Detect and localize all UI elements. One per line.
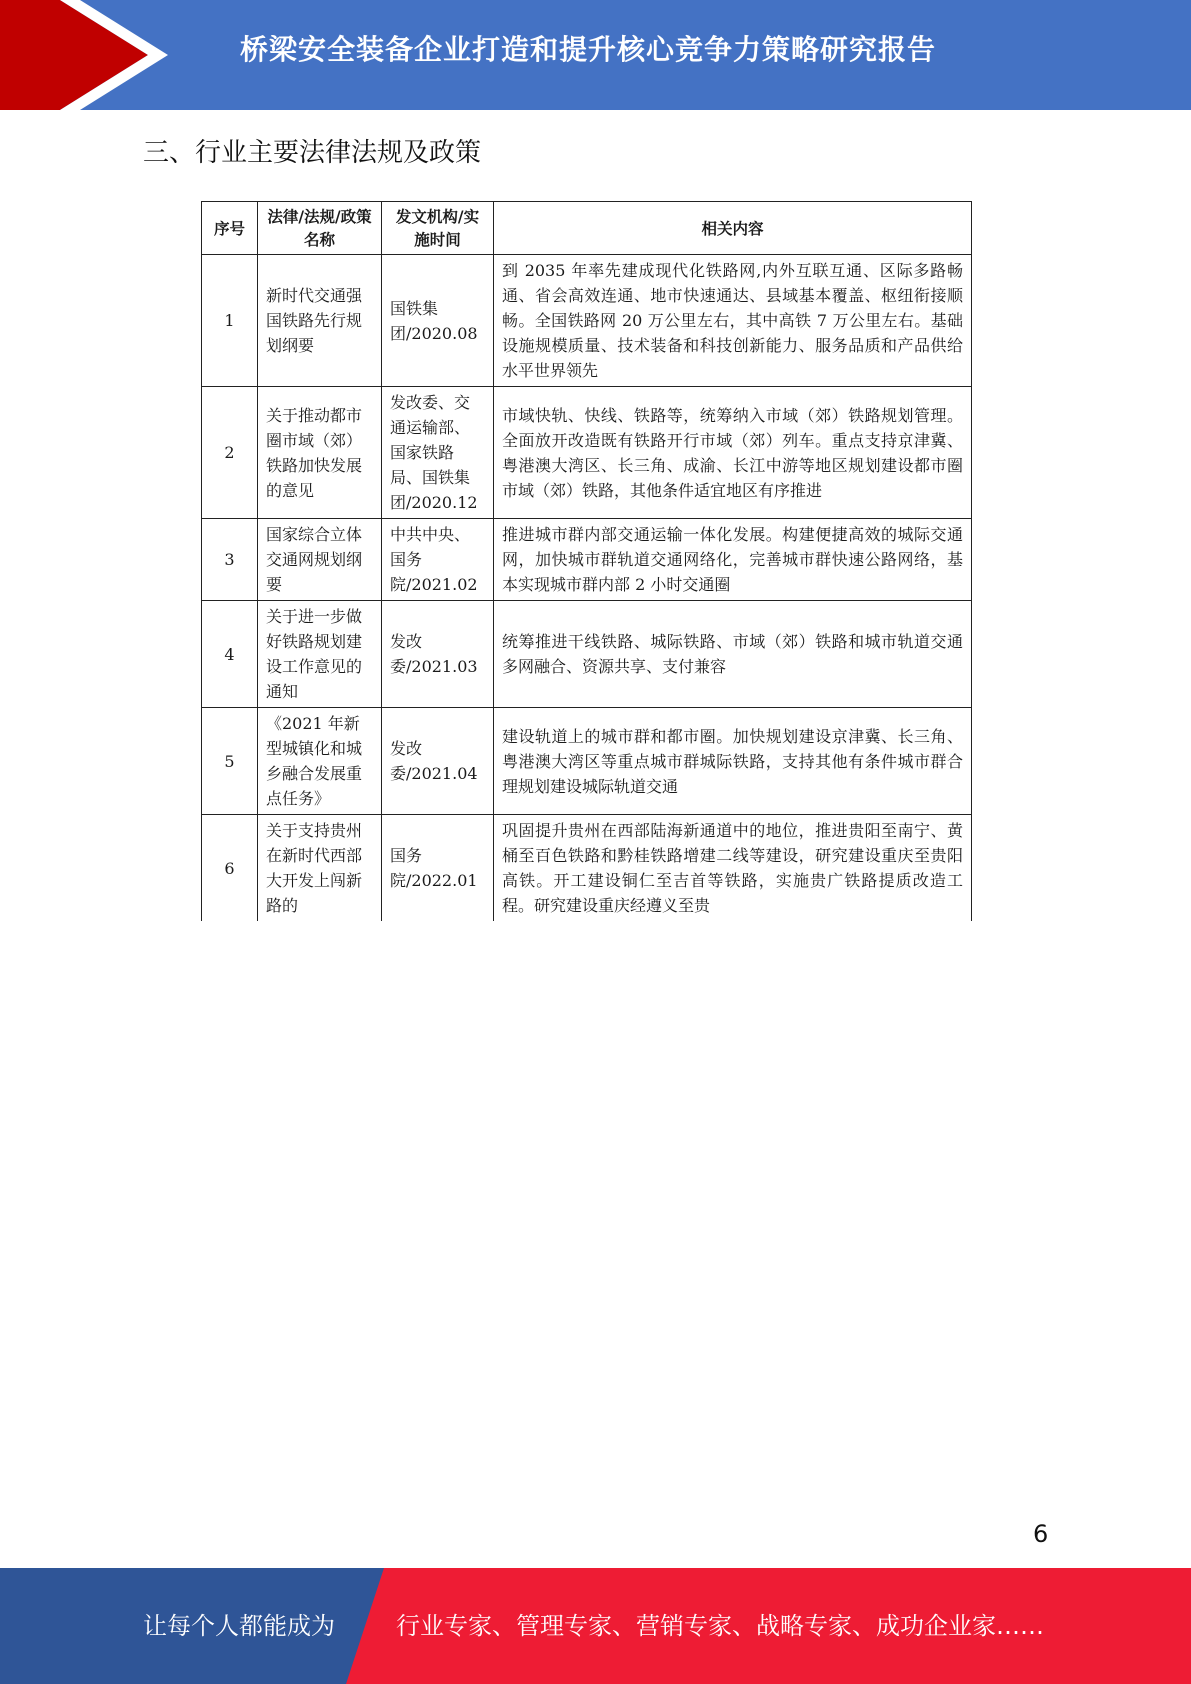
row-number: 2 bbox=[202, 387, 258, 519]
header-cell-agency: 发文机构/实施时间 bbox=[382, 202, 494, 255]
header-title: 桥梁安全装备企业打造和提升核心竞争力策略研究报告 bbox=[240, 33, 937, 66]
issuing-agency: 发改委/2021.03 bbox=[382, 601, 494, 708]
row-number: 5 bbox=[202, 708, 258, 815]
row-number: 1 bbox=[202, 255, 258, 387]
policy-content: 市域快轨、快线、铁路等，统筹纳入市域（郊）铁路规划管理。全面放开改造既有铁路开行市域（郊）列车。重点支持京津冀、粤港澳大湾区、长三角、成渝、长江中游等地区规划建设都市圈市域（郊）铁路，其他条件适宜地区有序推进 bbox=[494, 387, 972, 519]
row-number: 4 bbox=[202, 601, 258, 708]
table-row bbox=[202, 387, 972, 519]
footer-banner bbox=[0, 1568, 1191, 1684]
issuing-agency: 国务院/2022.01 bbox=[382, 815, 494, 922]
policy-name: 《2021 年新型城镇化和城乡融合发展重点任务》 bbox=[258, 708, 382, 815]
table-row bbox=[202, 601, 972, 708]
issuing-agency: 国铁集团/2020.08 bbox=[382, 255, 494, 387]
header-cell-content: 相关内容 bbox=[494, 202, 972, 255]
row-number: 3 bbox=[202, 519, 258, 601]
issuing-agency: 发改委、交通运输部、国家铁路局、国铁集团/2020.12 bbox=[382, 387, 494, 519]
footer-slogan-left: 让每个人都能成为 bbox=[143, 1612, 335, 1640]
table-row bbox=[202, 708, 972, 815]
header-banner bbox=[0, 0, 1191, 110]
policy-name: 国家综合立体交通网规划纲要 bbox=[258, 519, 382, 601]
policy-content: 巩固提升贵州在西部陆海新通道中的地位，推进贵阳至南宁、黄桶至百色铁路和黔桂铁路增建二线等建设，研究建设重庆至贵阳高铁。开工建设铜仁至吉首等铁路，实施贵广铁路提质改造工程。研究建设重庆经遵义至贵 bbox=[494, 815, 972, 922]
issuing-agency: 发改委/2021.04 bbox=[382, 708, 494, 815]
policy-name: 关于支持贵州在新时代西部大开发上闯新路的 bbox=[258, 815, 382, 922]
header-cell-no: 序号 bbox=[202, 202, 258, 255]
table-row bbox=[202, 255, 972, 387]
policy-content: 推进城市群内部交通运输一体化发展。构建便捷高效的城际交通网，加快城市群轨道交通网络化，完善城市群快速公路网络，基本实现城市群内部 2 小时交通圈 bbox=[494, 519, 972, 601]
issuing-agency: 中共中央、国务院/2021.02 bbox=[382, 519, 494, 601]
policy-table bbox=[201, 201, 972, 921]
policy-content: 到 2035 年率先建成现代化铁路网,内外互联互通、区际多路畅通、省会高效连通、地市快速通达、县域基本覆盖、枢纽衔接顺畅。全国铁路网 20 万公里左右，其中高铁 7 万公里左右。基础设施规模质量、技术装备和科技创新能力、服务品质和产品供给水平世界领先 bbox=[494, 255, 972, 387]
policy-name: 关于推动都市圈市域（郊）铁路加快发展的意见 bbox=[258, 387, 382, 519]
table-row bbox=[202, 519, 972, 601]
footer-slogan-right: 行业专家、管理专家、营销专家、战略专家、成功企业家…… bbox=[396, 1612, 1044, 1640]
row-number: 6 bbox=[202, 815, 258, 922]
policy-content: 统筹推进干线铁路、城际铁路、市域（郊）铁路和城市轨道交通多网融合、资源共享、支付兼容 bbox=[494, 601, 972, 708]
header-red-chevron bbox=[0, 0, 148, 110]
table-row bbox=[202, 815, 972, 922]
section-heading: 三、行业主要法律法规及政策 bbox=[143, 138, 482, 168]
policy-name: 新时代交通强国铁路先行规划纲要 bbox=[258, 255, 382, 387]
policy-content: 建设轨道上的城市群和都市圈。加快规划建设京津冀、长三角、粤港澳大湾区等重点城市群城际铁路，支持其他有条件城市群合理规划建设城际轨道交通 bbox=[494, 708, 972, 815]
table-header-row bbox=[202, 202, 972, 255]
header-cell-name: 法律/法规/政策名称 bbox=[258, 202, 382, 255]
page-number: 6 bbox=[1033, 1520, 1049, 1548]
policy-name: 关于进一步做好铁路规划建设工作意见的通知 bbox=[258, 601, 382, 708]
